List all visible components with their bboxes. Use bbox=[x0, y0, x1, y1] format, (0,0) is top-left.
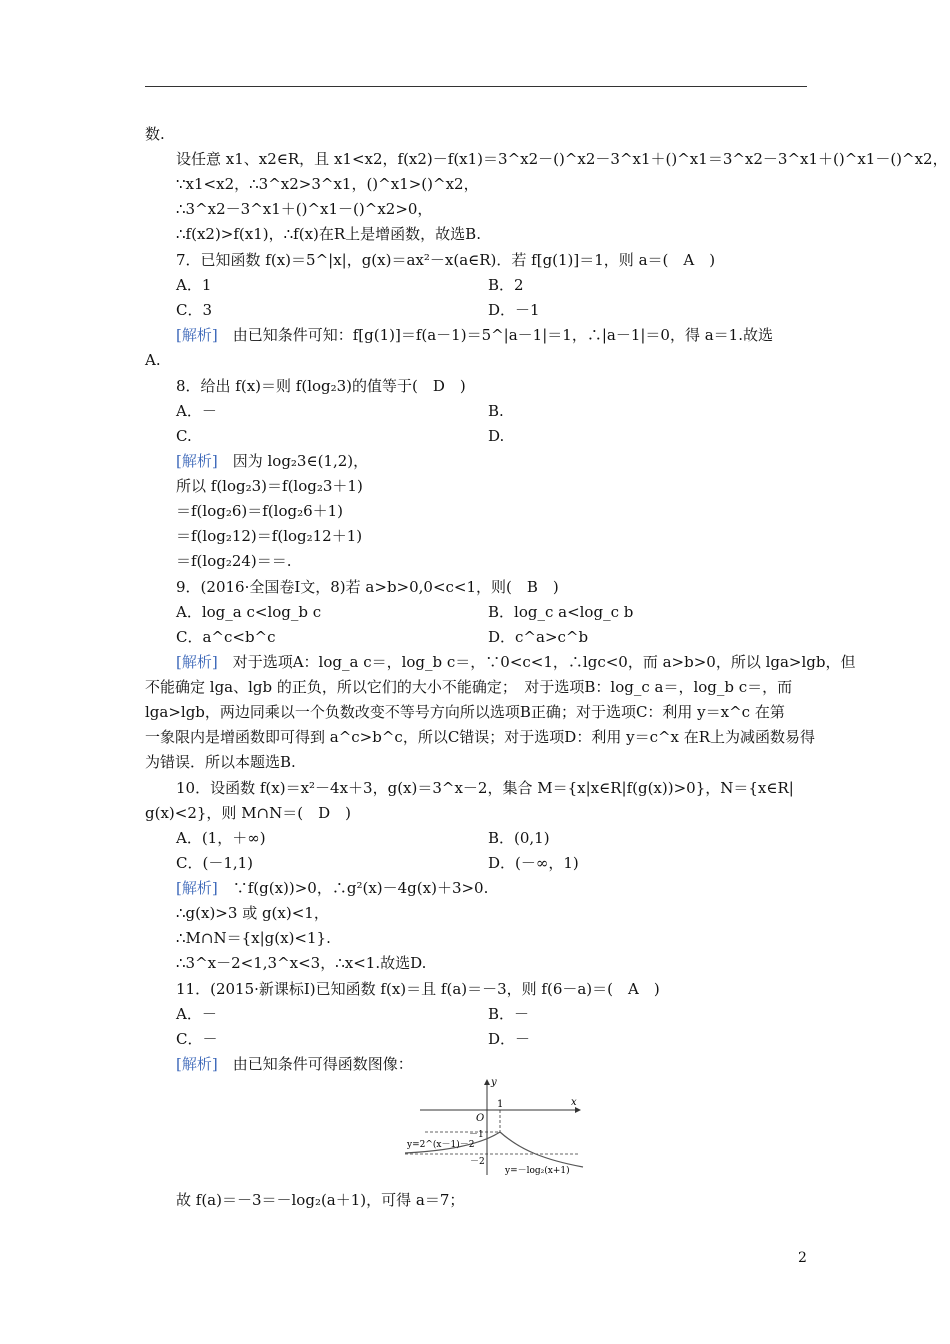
option-c: C．3 bbox=[176, 301, 213, 319]
option-b: B．－ bbox=[488, 1005, 530, 1023]
analysis-text: ∵f(g(x))>0，∴g²(x)－4g(x)＋3>0. bbox=[217, 879, 489, 897]
option-a: A．1 bbox=[176, 276, 212, 294]
page-number: 2 bbox=[798, 1250, 807, 1266]
analysis-tag: [解析] bbox=[176, 879, 218, 897]
option-b: B．(0,1) bbox=[488, 829, 550, 847]
analysis-text: 对于选项A：log_a c＝，log_b c＝，∵0<c<1，∴lgc<0，而 a>b>0，所以 lga>lgb，但 bbox=[217, 653, 856, 671]
analysis-tag: [解析] bbox=[176, 326, 218, 344]
option-b: B．log_c a<log_c b bbox=[488, 603, 634, 621]
tick-minus-1: －1 bbox=[469, 1130, 484, 1140]
question-11: 11．(2015·新课标Ⅰ)已知函数 f(x)＝且 f(a)＝－3，则 f(6－a)＝( A ) bbox=[176, 980, 660, 998]
text-line: ＝f(log₂24)＝＝. bbox=[176, 552, 292, 570]
origin-label: O bbox=[476, 1113, 485, 1124]
text-line: ＝f(log₂6)＝f(log₂6＋1) bbox=[176, 502, 344, 520]
option-b: B．2 bbox=[488, 276, 524, 294]
axis-y-label: y bbox=[491, 1077, 497, 1088]
option-d: D. bbox=[488, 427, 505, 445]
text-line: 故 f(a)＝－3＝－log₂(a＋1)，可得 a＝7； bbox=[176, 1191, 465, 1209]
text-line: 不能确定 lga、lgb 的正负，所以它们的大小不能确定； 对于选项B：log_c a＝，log_b c＝，而 bbox=[145, 678, 793, 696]
analysis-text: 由已知条件可得函数图像： bbox=[217, 1055, 413, 1073]
text-line: ∴g(x)>3 或 g(x)<1， bbox=[176, 904, 329, 922]
option-c: C．－ bbox=[176, 1030, 218, 1048]
tick-minus-2: －2 bbox=[470, 1157, 485, 1167]
option-d: D．c^a>c^b bbox=[488, 628, 589, 646]
curve-left-label: y=2^(x－1)－2 bbox=[407, 1140, 475, 1150]
option-d: D．－1 bbox=[488, 301, 540, 319]
text-line: ∴3^x－2<1,3^x<3，∴x<1.故选D. bbox=[176, 954, 427, 972]
option-a: A．－ bbox=[176, 1005, 217, 1023]
option-d: D．(－∞，1) bbox=[488, 854, 579, 872]
analysis-text: 由已知条件可知：f[g(1)]＝f(a－1)＝5^|a－1|＝1，∴|a－1|＝0，得 a＝1.故选 bbox=[217, 326, 773, 344]
option-a: A．－ bbox=[176, 402, 217, 420]
text-line: 数. bbox=[145, 125, 165, 143]
text-line: ∴f(x2)>f(x1)，∴f(x)在R上是增函数，故选B. bbox=[176, 225, 481, 243]
option-d: D．－ bbox=[488, 1030, 531, 1048]
option-a: A．log_a c<log_b c bbox=[176, 603, 322, 621]
option-b: B. bbox=[488, 402, 504, 420]
text-line: 为错误．所以本题选B. bbox=[145, 753, 296, 771]
tick-1: 1 bbox=[497, 1099, 504, 1110]
option-a: A．(1，＋∞) bbox=[176, 829, 266, 847]
text-line: g(x)<2}，则 M∩N＝( D ) bbox=[145, 804, 351, 822]
text-line: ∴3^x2－3^x1＋()^x1－()^x2>0， bbox=[176, 200, 433, 218]
text-line: lga>lgb，两边同乘以一个负数改变不等号方向所以选项B正确；对于选项C：利用 y＝x^c 在第 bbox=[145, 703, 785, 721]
curve-right-label: y=－log₂(x+1) bbox=[505, 1166, 570, 1176]
question-10: 10．设函数 f(x)＝x²－4x＋3，g(x)＝3^x－2，集合 M＝{x|x∈R|f(g(x))>0}，N＝{x∈R| bbox=[176, 779, 794, 797]
text-line: ∵x1<x2，∴3^x2>3^x1，()^x1>()^x2， bbox=[176, 175, 479, 193]
option-c: C. bbox=[176, 427, 192, 445]
curve-right bbox=[500, 1132, 583, 1167]
option-c: C．a^c<b^c bbox=[176, 628, 276, 646]
analysis-text: 因为 log₂3∈(1,2)， bbox=[217, 452, 369, 470]
question-8: 8．给出 f(x)＝则 f(log₂3)的值等于( D ) bbox=[176, 377, 466, 395]
text-line: ＝f(log₂12)＝f(log₂12＋1) bbox=[176, 527, 363, 545]
header-rule bbox=[145, 86, 807, 87]
text-line: A. bbox=[145, 351, 161, 369]
text-line: ∴M∩N＝{x|g(x)<1}. bbox=[176, 929, 331, 947]
text-line: 设任意 x1、x2∈R，且 x1<x2，f(x2)－f(x1)＝3^x2－()^x2－3^x1＋()^x1＝3^x2－3^x1＋()^x1－()^x2， bbox=[176, 150, 948, 168]
question-9: 9．(2016·全国卷Ⅰ文，8)若 a>b>0,0<c<1，则( B ) bbox=[176, 578, 559, 596]
analysis-tag: [解析] bbox=[176, 653, 218, 671]
axis-x-label: x bbox=[571, 1097, 577, 1108]
question-7: 7．已知函数 f(x)＝5^|x|，g(x)＝ax²－x(a∈R)．若 f[g(1)]＝1，则 a＝( A ) bbox=[176, 251, 716, 269]
text-line: 一象限内是增函数即可得到 a^c>b^c，所以C错误；对于选项D：利用 y＝c^x 在R上为减函数易得 bbox=[145, 728, 816, 746]
analysis-tag: [解析] bbox=[176, 452, 218, 470]
analysis-tag: [解析] bbox=[176, 1055, 218, 1073]
text-line: 所以 f(log₂3)＝f(log₂3＋1) bbox=[176, 477, 363, 495]
option-c: C．(－1,1) bbox=[176, 854, 254, 872]
function-graph bbox=[395, 1075, 595, 1180]
